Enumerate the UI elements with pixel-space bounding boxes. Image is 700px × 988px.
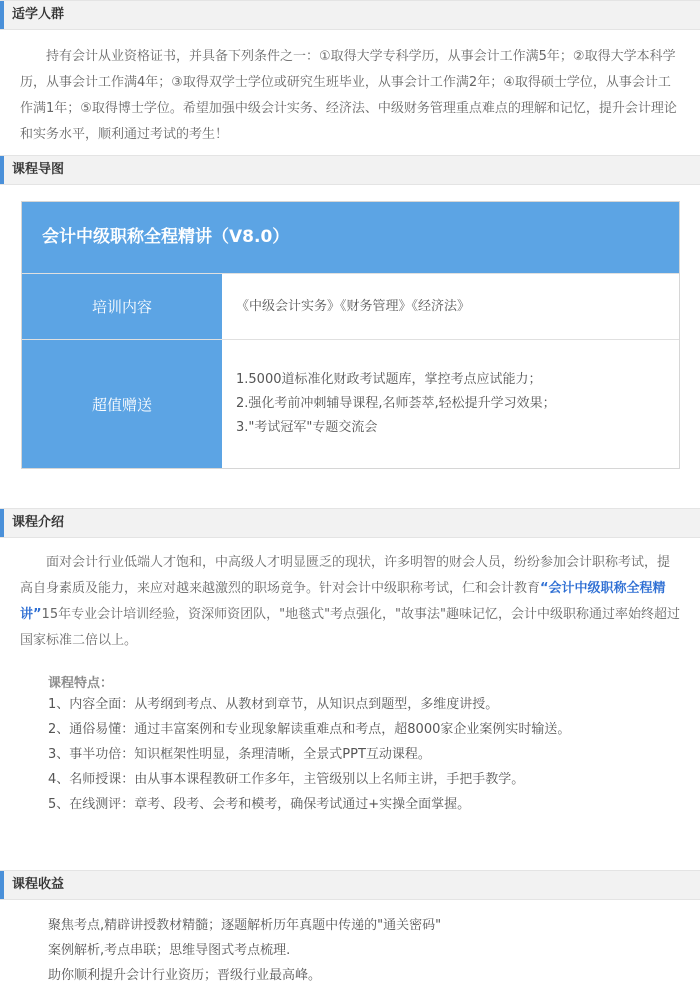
intro-course-highlight: “会计中级职称全程精讲” bbox=[20, 581, 666, 622]
section-title-intro: 课程介绍 bbox=[12, 515, 65, 530]
section-header-intro bbox=[0, 508, 700, 538]
course-map-row-label: 超值赠送 bbox=[22, 340, 222, 468]
benefit-item: 聚焦考点,精辟讲授教材精髓；逐题解析历年真题中传递的"通关密码" bbox=[48, 918, 442, 933]
course-map-row-value bbox=[236, 274, 656, 339]
feature-item: 4、名师授课：由从事本课程教研工作多年，主管级别以上名师主讲，手把手教学。 bbox=[48, 772, 525, 787]
section-title-audience: 适学人群 bbox=[12, 7, 65, 22]
course-map-card-header bbox=[22, 202, 679, 273]
section-header-benefits bbox=[0, 870, 700, 900]
features-title: 课程特点： bbox=[48, 676, 114, 691]
course-map-line: 1.5000道标准化财政考试题库，掌控考点应试能力； bbox=[236, 372, 542, 387]
section-accent-bar bbox=[0, 871, 4, 899]
feature-item: 2、通俗易懂：通过丰富案例和专业现象解读重难点和考点，超8000家企业案例实时输送。 bbox=[48, 722, 571, 737]
feature-item: 3、事半功倍：知识框架性明显，条理清晰，全景式PPT互动课程。 bbox=[48, 747, 431, 762]
benefit-item: 助你顺利提升会计行业资历；晋级行业最高峰。 bbox=[48, 968, 322, 983]
intro-text bbox=[20, 550, 682, 654]
section-header-audience bbox=[0, 0, 700, 30]
course-map-row-gift bbox=[22, 339, 679, 468]
course-map-row-content bbox=[22, 273, 679, 339]
section-header-course-map bbox=[0, 155, 700, 185]
feature-item: 1、内容全面：从考纲到考点、从教材到章节，从知识点到题型，多维度讲授。 bbox=[48, 697, 499, 712]
course-map-line: 3."考试冠军"专题交流会 bbox=[236, 420, 378, 435]
audience-text: 持有会计从业资格证书，并具备下列条件之一：①取得大学专科学历，从事会计工作满5年；②取得大学本科学历，从事会计工作满4年；③取得双学士学位或研究生班毕业，从事会计工作满2年；④取得硕士学位，从事会计工作满1年；⑤取得博士学位。希望加强中级会计实务、经济法、中级财务管理重点难点的理解和记忆，提升会计理论和实务水平，顺利通过考试的考生！ bbox=[20, 49, 677, 142]
section-accent-bar bbox=[0, 509, 4, 537]
features-list bbox=[48, 692, 570, 817]
section-title-benefits: 课程收益 bbox=[12, 877, 65, 892]
benefits-list bbox=[48, 913, 441, 988]
course-map-row-label: 培训内容 bbox=[22, 274, 222, 339]
course-map-row-value bbox=[236, 340, 656, 468]
intro-text-after: 15年专业会计培训经验，资深师资团队，"地毯式"考点强化，"故事法"趣味记忆，会计中级职称通过率始终超过国家标准二倍以上。 bbox=[20, 607, 681, 648]
section-title-course-map: 课程导图 bbox=[12, 162, 65, 177]
course-map-line: 《中级会计实务》《财务管理》《经济法》 bbox=[236, 298, 471, 314]
section-accent-bar bbox=[0, 1, 4, 29]
feature-item: 5、在线测评：章考、段考、会考和模考，确保考试通过+实操全面掌握。 bbox=[48, 797, 471, 812]
section-accent-bar bbox=[0, 156, 4, 184]
course-map-line: 2.强化考前冲刺辅导课程,名师荟萃,轻松提升学习效果； bbox=[236, 396, 556, 411]
intro-text-before: 面对会计行业低端人才饱和，中高级人才明显匮乏的现状，许多明智的财会人员，纷纷参加会计职称考试，提高自身素质及能力，来应对越来越激烈的职场竟争。针对会计中级职称考试，仁和会计教育 bbox=[20, 555, 671, 596]
course-map-card bbox=[21, 201, 680, 469]
benefit-item: 案例解析,考点串联；思维导图式考点梳理. bbox=[48, 943, 291, 958]
course-map-card-title: 会计中级职称全程精讲（V8.0） bbox=[42, 227, 290, 247]
